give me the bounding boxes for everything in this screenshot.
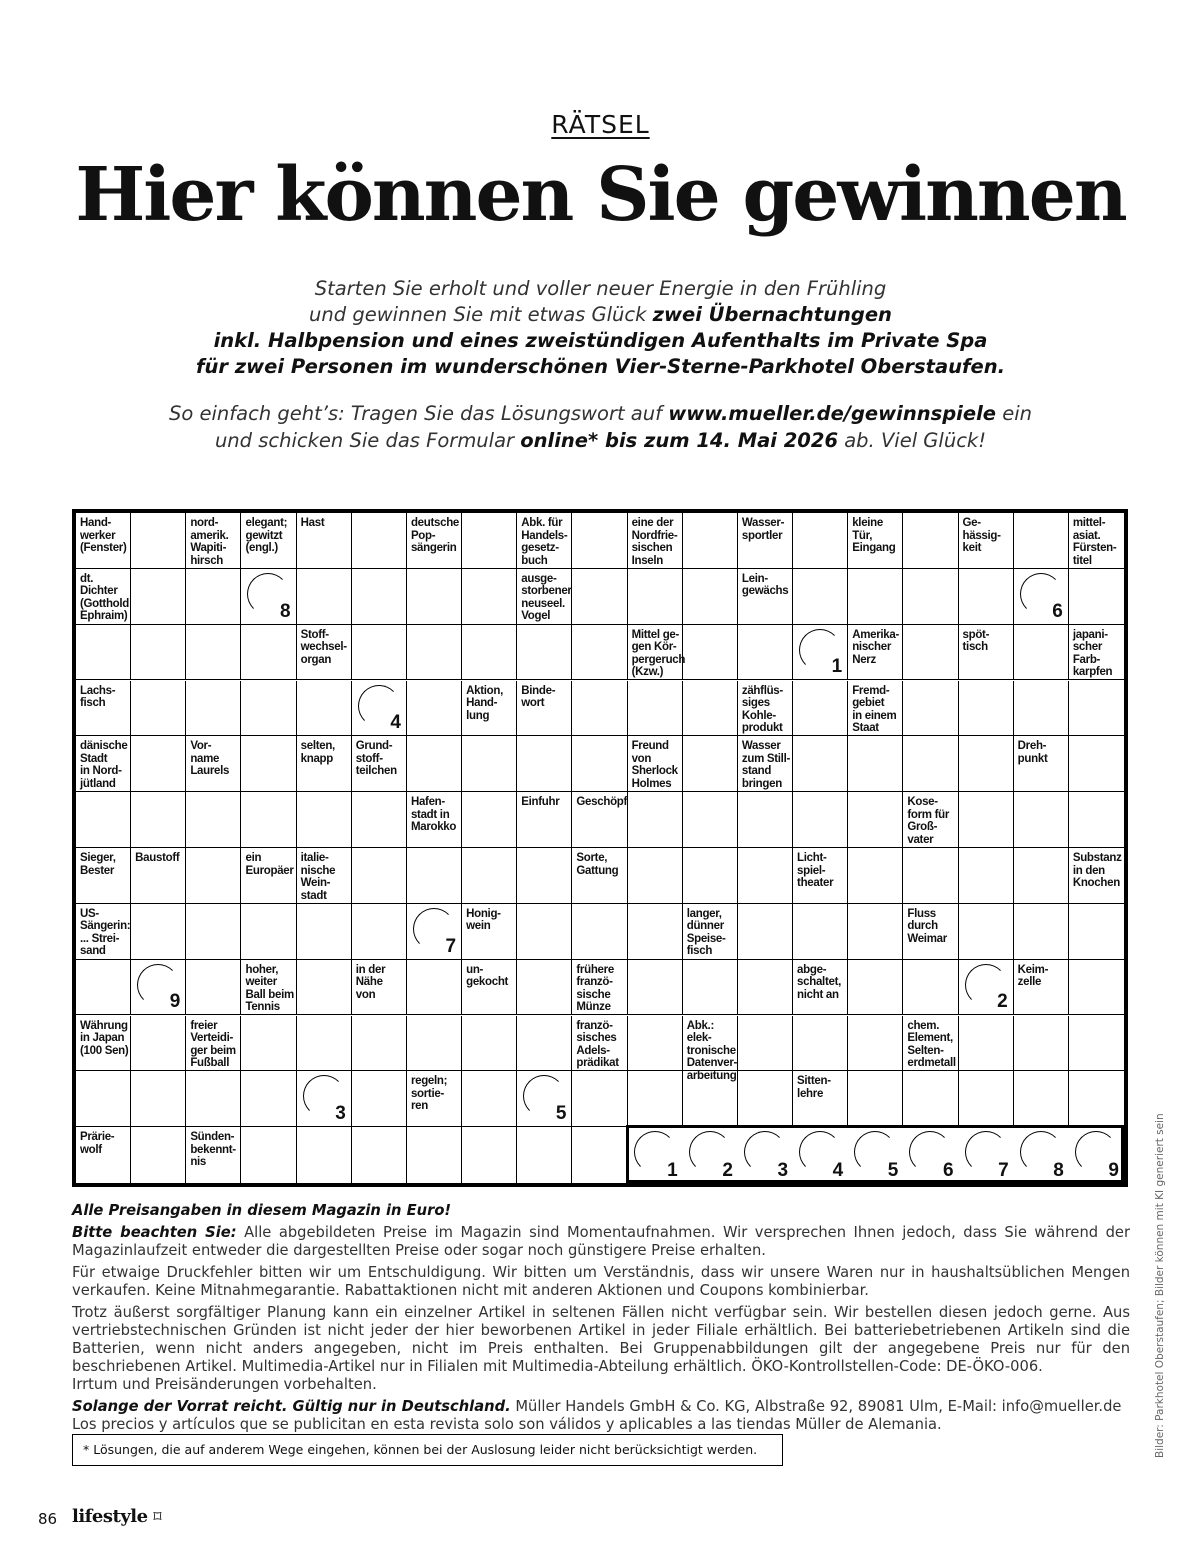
answer-cell[interactable] xyxy=(352,1071,407,1127)
clue-cell: Mittel ge- gen Kör- pergeruch (Kzw.) xyxy=(628,625,683,681)
solution-number: 2 xyxy=(997,991,1008,1013)
clue-cell: un- gekocht xyxy=(462,960,517,1016)
answer-cell[interactable] xyxy=(738,792,793,848)
answer-cell[interactable] xyxy=(1069,736,1124,792)
howto-d: ab. Viel Glück! xyxy=(838,429,987,452)
answer-cell[interactable] xyxy=(517,1071,572,1127)
clue-cell: nord- amerik. Wapiti- hirsch xyxy=(186,513,241,569)
answer-cell[interactable] xyxy=(1069,1071,1124,1127)
answer-cell[interactable] xyxy=(1069,904,1124,960)
howto-b: ein xyxy=(996,402,1032,425)
answer-cell[interactable] xyxy=(241,625,296,681)
answer-cell[interactable] xyxy=(1069,1016,1124,1072)
clue-cell: zähflüs- siges Kohle- produkt xyxy=(738,681,793,737)
notes-stock-label: Solange der Vorrat reicht. Gültig nur in Deutschland. xyxy=(72,1398,511,1415)
solution-slot-number: 3 xyxy=(777,1159,789,1181)
answer-cell[interactable] xyxy=(131,904,186,960)
answer-cell[interactable] xyxy=(683,681,738,737)
solution-slot-number: 6 xyxy=(942,1159,954,1181)
answer-cell[interactable] xyxy=(628,792,683,848)
clue-cell: deutsche Pop- sängerin xyxy=(407,513,462,569)
notes-currency: Alle Preisangaben in diesem Magazin in Euro! xyxy=(72,1202,452,1219)
answer-cell[interactable] xyxy=(517,904,572,960)
answer-cell[interactable] xyxy=(738,904,793,960)
answer-cell[interactable] xyxy=(848,960,903,1016)
answer-cell[interactable] xyxy=(959,1016,1014,1072)
solution-slot-number: 9 xyxy=(1108,1159,1119,1181)
intro-line-3-bold: inkl. Halbpension und eines zweistündigen Aufenthalts im Private Spa xyxy=(213,329,988,352)
section-kicker: RÄTSEL xyxy=(551,110,650,139)
clue-cell: mittel- asiat. Fürsten- titel xyxy=(1069,513,1124,569)
solution-slot[interactable] xyxy=(628,1127,683,1183)
answer-cell[interactable] xyxy=(683,792,738,848)
answer-cell[interactable] xyxy=(186,960,241,1016)
answer-cell[interactable] xyxy=(352,848,407,904)
solution-number: 1 xyxy=(831,656,843,678)
clue-cell: Keim- zelle xyxy=(1014,960,1069,1016)
answer-cell[interactable] xyxy=(1014,904,1069,960)
answer-cell[interactable] xyxy=(959,848,1014,904)
clue-cell: Sünden- bekennt- nis xyxy=(186,1127,241,1183)
answer-cell[interactable] xyxy=(352,1127,407,1183)
answer-cell[interactable] xyxy=(572,625,627,681)
answer-cell[interactable] xyxy=(407,960,462,1016)
footnote-box: * Lösungen, die auf anderem Wege eingehen, können bei der Auslosung leider nicht berücksichtigt werden. xyxy=(72,1434,783,1466)
clue-cell: in der Nähe von xyxy=(352,960,407,1016)
clue-cell: freier Verteidi- ger beim Fußball xyxy=(186,1016,241,1072)
clue-cell: Geschöpf xyxy=(572,792,627,848)
clue-cell: Dreh- punkt xyxy=(1014,736,1069,792)
answer-cell[interactable] xyxy=(462,792,517,848)
clue-cell: Hand- werker (Fenster) xyxy=(76,513,131,569)
clue-cell: Lein- gewächs xyxy=(738,569,793,625)
answer-cell[interactable] xyxy=(297,1127,352,1183)
clue-cell: langer, dünner Speise- fisch xyxy=(683,904,738,960)
answer-cell[interactable] xyxy=(462,513,517,569)
answer-cell[interactable] xyxy=(462,1071,517,1127)
answer-cell[interactable] xyxy=(407,1016,462,1072)
notes-misprints: Für etwaige Druckfehler bitten wir um Entschuldigung. Wir bitten um Verständnis, dass wir unsere Waren nur in haushaltsüblichen Mengen verkaufen. Keine Mitnahmegarantie. Rabattaktionen nicht mit anderen Aktionen und Coupons kombinierbar. xyxy=(72,1264,1130,1299)
clue-cell: japani- scher Farb- karpfen xyxy=(1069,625,1124,681)
answer-cell[interactable] xyxy=(1014,1016,1069,1072)
answer-cell[interactable] xyxy=(517,960,572,1016)
answer-cell[interactable] xyxy=(903,513,958,569)
answer-cell[interactable] xyxy=(903,960,958,1016)
legal-notes xyxy=(72,1202,1130,1438)
answer-cell[interactable] xyxy=(241,569,296,625)
clue-cell: Sieger, Bester xyxy=(76,848,131,904)
solution-slot-number: 7 xyxy=(998,1159,1009,1181)
notes-attention-text: Alle abgebildeten Preise im Magazin sind Momentaufnahmen. Wir versprechen Ihnen jedoch, dass Sie während der Magazinlaufzeit entweder die dargestellten Preise oder sogar noch günstigere Preise erhalten. xyxy=(72,1224,1130,1259)
answer-cell[interactable] xyxy=(683,960,738,1016)
answer-cell[interactable] xyxy=(903,625,958,681)
answer-cell[interactable] xyxy=(1014,513,1069,569)
clue-cell: Freund von Sherlock Holmes xyxy=(628,736,683,792)
answer-cell[interactable] xyxy=(76,625,131,681)
clue-cell: Hast xyxy=(297,513,352,569)
answer-cell[interactable] xyxy=(407,569,462,625)
intro-line-2-bold: zwei Übernachtungen xyxy=(652,303,892,326)
solution-slot[interactable] xyxy=(848,1127,903,1183)
clue-cell: Grund- stoff- teilchen xyxy=(352,736,407,792)
answer-cell[interactable] xyxy=(352,625,407,681)
clue-cell: dt. Dichter (Gotthold Ephraim) xyxy=(76,569,131,625)
answer-cell[interactable] xyxy=(793,1016,848,1072)
solution-slot[interactable] xyxy=(903,1127,958,1183)
answer-cell[interactable] xyxy=(186,904,241,960)
clue-cell: Fluss durch Weimar xyxy=(903,904,958,960)
clue-cell: Währung in Japan (100 Sen) xyxy=(76,1016,131,1072)
answer-cell[interactable] xyxy=(903,736,958,792)
answer-cell[interactable] xyxy=(903,681,958,737)
answer-cell[interactable] xyxy=(628,960,683,1016)
solution-slot[interactable] xyxy=(959,1127,1014,1183)
answer-cell[interactable] xyxy=(683,513,738,569)
howto-text xyxy=(0,400,1201,454)
answer-cell[interactable] xyxy=(131,792,186,848)
answer-cell[interactable] xyxy=(738,1016,793,1072)
answer-cell[interactable] xyxy=(572,569,627,625)
answer-cell[interactable] xyxy=(1014,625,1069,681)
answer-cell[interactable] xyxy=(186,569,241,625)
page-number: 86 xyxy=(38,1510,58,1528)
solution-slot[interactable] xyxy=(793,1127,848,1183)
clue-cell: spöt- tisch xyxy=(959,625,1014,681)
answer-cell[interactable] xyxy=(407,736,462,792)
solution-slot[interactable] xyxy=(1069,1127,1124,1183)
clue-cell: eine der Nordfrie- sischen Inseln xyxy=(628,513,683,569)
answer-cell[interactable] xyxy=(297,960,352,1016)
brand-icon: ⌑ xyxy=(153,1507,162,1526)
answer-cell[interactable] xyxy=(738,1071,793,1127)
answer-cell[interactable] xyxy=(76,1071,131,1127)
answer-cell[interactable] xyxy=(738,848,793,904)
clue-cell: Fremd- gebiet in einem Staat xyxy=(848,681,903,737)
answer-cell[interactable] xyxy=(793,625,848,681)
solution-number: 4 xyxy=(390,712,401,734)
answer-cell[interactable] xyxy=(297,1071,352,1127)
answer-cell[interactable] xyxy=(352,904,407,960)
clue-cell: kleine Tür, Eingang xyxy=(848,513,903,569)
clue-cell: franzö- sisches Adels- prädikat xyxy=(572,1016,627,1072)
clue-cell: US- Sängerin: ... Strei- sand xyxy=(76,904,131,960)
answer-cell[interactable] xyxy=(131,681,186,737)
answer-cell[interactable] xyxy=(793,904,848,960)
notes-availability: Trotz äußerst sorgfältiger Planung kann ein einzelner Artikel in seltenen Fällen nicht verfügbar sein. Wir bestellen diesen jedoch gerne. Aus vertriebstechnischen Gründen ist nicht jeder der hier beworbenen Artikel in jeder Filiale erhältlich. Bei batteriebetriebenen Artikeln sind die Batterien, wenn nicht anders angegeben, nicht im Preis enthalten. Bei Gruppenabbildungen gilt der angegebene Preis nur für den beschriebenen Artikel. Multimedia-Artikel nur in Filialen mit Multimedia-Abteilung erhältlich. ÖKO-Kontrollstellen-Code: DE-ÖKO-006. xyxy=(72,1304,1130,1375)
answer-cell[interactable] xyxy=(352,513,407,569)
clue-cell: Vor- name Laurels xyxy=(186,736,241,792)
clue-cell: Honig- wein xyxy=(462,904,517,960)
clue-cell: Wasser- sportler xyxy=(738,513,793,569)
clue-cell: Substanz in den Knochen xyxy=(1069,848,1124,904)
answer-cell[interactable] xyxy=(131,960,186,1016)
answer-cell[interactable] xyxy=(407,1127,462,1183)
solution-number: 7 xyxy=(445,935,457,957)
answer-cell[interactable] xyxy=(628,904,683,960)
answer-cell[interactable] xyxy=(186,1071,241,1127)
clue-cell: elegant; gewitzt (engl.) xyxy=(241,513,296,569)
answer-cell[interactable] xyxy=(848,736,903,792)
clue-cell: Wasser zum Still- stand bringen xyxy=(738,736,793,792)
answer-cell[interactable] xyxy=(407,848,462,904)
clue-cell: Ge- hässig- keit xyxy=(959,513,1014,569)
clue-cell: dänische Stadt in Nord- jütland xyxy=(76,736,131,792)
answer-cell[interactable] xyxy=(683,569,738,625)
answer-cell[interactable] xyxy=(352,681,407,737)
clue-cell: Prärie- wolf xyxy=(76,1127,131,1183)
answer-cell[interactable] xyxy=(628,569,683,625)
intro-line-1: Starten Sie erholt und voller neuer Energie in den Frühling xyxy=(314,277,887,300)
answer-cell[interactable] xyxy=(131,1016,186,1072)
clue-cell: Binde- wort xyxy=(517,681,572,737)
answer-cell[interactable] xyxy=(738,960,793,1016)
clue-cell: Stoff- wechsel- organ xyxy=(297,625,352,681)
answer-cell[interactable] xyxy=(959,960,1014,1016)
solution-slot-number: 5 xyxy=(887,1159,899,1181)
intro-line-2-plain: und gewinnen Sie mit etwas Glück xyxy=(309,303,653,326)
answer-cell[interactable] xyxy=(572,513,627,569)
solution-slot-number: 4 xyxy=(832,1159,844,1181)
answer-cell[interactable] xyxy=(462,736,517,792)
answer-cell[interactable] xyxy=(241,1071,296,1127)
answer-cell[interactable] xyxy=(517,1016,572,1072)
answer-cell[interactable] xyxy=(572,904,627,960)
answer-cell[interactable] xyxy=(352,569,407,625)
answer-cell[interactable] xyxy=(959,681,1014,737)
answer-cell[interactable] xyxy=(131,625,186,681)
clue-cell: Lachs- fisch xyxy=(76,681,131,737)
page-title: Hier können Sie gewinnen xyxy=(75,152,1126,238)
answer-cell[interactable] xyxy=(297,792,352,848)
answer-cell[interactable] xyxy=(572,1071,627,1127)
answer-cell[interactable] xyxy=(572,1127,627,1183)
answer-cell[interactable] xyxy=(628,848,683,904)
answer-cell[interactable] xyxy=(793,792,848,848)
answer-cell[interactable] xyxy=(131,1071,186,1127)
answer-cell[interactable] xyxy=(352,792,407,848)
answer-cell[interactable] xyxy=(959,792,1014,848)
solution-slot[interactable] xyxy=(1014,1127,1069,1183)
answer-cell[interactable] xyxy=(517,1127,572,1183)
intro-line-3 xyxy=(0,328,1201,354)
answer-cell[interactable] xyxy=(1069,569,1124,625)
solution-number: 5 xyxy=(555,1103,567,1125)
clue-cell: ein Europäer xyxy=(241,848,296,904)
answer-cell[interactable] xyxy=(572,681,627,737)
clue-cell: Baustoff xyxy=(131,848,186,904)
answer-cell[interactable] xyxy=(297,681,352,737)
answer-cell[interactable] xyxy=(131,569,186,625)
answer-cell[interactable] xyxy=(131,513,186,569)
answer-cell[interactable] xyxy=(848,1016,903,1072)
answer-cell[interactable] xyxy=(462,569,517,625)
answer-cell[interactable] xyxy=(241,1127,296,1183)
answer-cell[interactable] xyxy=(297,904,352,960)
answer-cell[interactable] xyxy=(517,625,572,681)
answer-cell[interactable] xyxy=(1014,681,1069,737)
answer-cell[interactable] xyxy=(352,1016,407,1072)
answer-cell[interactable] xyxy=(959,1071,1014,1127)
clue-cell: italie- nische Wein- stadt xyxy=(297,848,352,904)
answer-cell[interactable] xyxy=(297,1016,352,1072)
clue-cell: Licht- spiel- theater xyxy=(793,848,848,904)
clue-cell: Abk.: elek- tronische Datenver- arbeitung xyxy=(683,1016,738,1072)
deadline: online* bis zum 14. Mai 2026 xyxy=(520,429,839,452)
answer-cell[interactable] xyxy=(959,736,1014,792)
howto-a: So einfach geht’s: Tragen Sie das Lösungswort auf xyxy=(169,402,669,425)
answer-cell[interactable] xyxy=(186,792,241,848)
answer-cell[interactable] xyxy=(462,1127,517,1183)
solution-number: 3 xyxy=(335,1103,346,1125)
solution-number: 9 xyxy=(169,991,181,1013)
answer-cell[interactable] xyxy=(76,792,131,848)
clue-cell: abge- schaltet, nicht an xyxy=(793,960,848,1016)
solution-slot-number: 1 xyxy=(667,1159,678,1181)
howto-c: und schicken Sie das Formular xyxy=(214,429,521,452)
answer-cell[interactable] xyxy=(903,1071,958,1127)
notes-attention-label: Bitte beachten Sie: xyxy=(72,1224,237,1241)
answer-cell[interactable] xyxy=(1014,792,1069,848)
answer-cell[interactable] xyxy=(1014,848,1069,904)
clue-cell: Einfuhr xyxy=(517,792,572,848)
image-credit: Bilder: Parkhotel Oberstaufen; Bilder können mit KI generiert sein xyxy=(1154,1113,1166,1458)
intro-line-4 xyxy=(0,354,1201,380)
answer-cell[interactable] xyxy=(848,1071,903,1127)
answer-cell[interactable] xyxy=(1014,569,1069,625)
solution-slot-number: 2 xyxy=(722,1159,733,1181)
solution-slot-number: 8 xyxy=(1053,1159,1064,1181)
answer-cell[interactable] xyxy=(793,681,848,737)
answer-cell[interactable] xyxy=(683,848,738,904)
answer-cell[interactable] xyxy=(1069,792,1124,848)
answer-cell[interactable] xyxy=(76,960,131,1016)
clue-cell: Hafen- stadt in Marokko xyxy=(407,792,462,848)
clue-cell: Sorte, Gattung xyxy=(572,848,627,904)
answer-cell[interactable] xyxy=(186,848,241,904)
contest-url-link[interactable]: www.mueller.de/gewinnspiele xyxy=(668,402,996,425)
clue-cell: Sitten- lehre xyxy=(793,1071,848,1127)
answer-cell[interactable] xyxy=(738,625,793,681)
answer-cell[interactable] xyxy=(572,736,627,792)
answer-cell[interactable] xyxy=(903,848,958,904)
answer-cell[interactable] xyxy=(241,792,296,848)
answer-cell[interactable] xyxy=(407,681,462,737)
answer-cell[interactable] xyxy=(683,736,738,792)
answer-cell[interactable] xyxy=(628,681,683,737)
solution-slot[interactable] xyxy=(683,1127,738,1183)
answer-cell[interactable] xyxy=(241,736,296,792)
brand-name: lifestyle xyxy=(72,1506,148,1527)
notes-errors: Irrtum und Preisänderungen vorbehalten. xyxy=(72,1376,377,1393)
answer-cell[interactable] xyxy=(462,625,517,681)
clue-cell: Aktion, Hand- lung xyxy=(462,681,517,737)
answer-cell[interactable] xyxy=(848,904,903,960)
answer-cell[interactable] xyxy=(959,904,1014,960)
answer-cell[interactable] xyxy=(1014,1071,1069,1127)
clue-cell: selten, knapp xyxy=(297,736,352,792)
answer-cell[interactable] xyxy=(1069,960,1124,1016)
answer-cell[interactable] xyxy=(131,1127,186,1183)
answer-cell[interactable] xyxy=(517,736,572,792)
answer-cell[interactable] xyxy=(628,1071,683,1127)
answer-cell[interactable] xyxy=(793,569,848,625)
notes-company: Müller Handels GmbH & Co. KG, Albstraße 92, 89081 Ulm, E-Mail: info@mueller.de xyxy=(510,1398,1122,1415)
solution-number: 6 xyxy=(1052,600,1063,622)
clue-cell: frühere franzö- sische Münze xyxy=(572,960,627,1016)
answer-cell[interactable] xyxy=(683,625,738,681)
solution-number: 8 xyxy=(280,600,291,622)
answer-cell[interactable] xyxy=(462,848,517,904)
answer-cell[interactable] xyxy=(241,1016,296,1072)
intro-text xyxy=(0,276,1201,380)
intro-line-4-bold: für zwei Personen im wunderschönen Vier-Sterne-Parkhotel Oberstaufen. xyxy=(195,355,1006,378)
clue-cell: hoher, weiter Ball beim Tennis xyxy=(241,960,296,1016)
answer-cell[interactable] xyxy=(297,569,352,625)
clue-cell: Kose- form für Groß- vater xyxy=(903,792,958,848)
clue-cell: regeln; sortie- ren xyxy=(407,1071,462,1127)
answer-cell[interactable] xyxy=(517,848,572,904)
solution-slot[interactable] xyxy=(738,1127,793,1183)
answer-cell[interactable] xyxy=(793,513,848,569)
clue-cell: ausge- storbener neuseel. Vogel xyxy=(517,569,572,625)
clue-cell: Abk. für Handels- gesetz- buch xyxy=(517,513,572,569)
notes-spanish: Los precios y artículos que se publicitan en esta revista solo son válidos y aplicables a las tiendas Müller de Alemania. xyxy=(72,1416,942,1433)
answer-cell[interactable] xyxy=(848,569,903,625)
answer-cell[interactable] xyxy=(462,1016,517,1072)
clue-cell: chem. Element, Selten- erdmetall xyxy=(903,1016,958,1072)
intro-line-2 xyxy=(0,302,1201,328)
answer-cell[interactable] xyxy=(848,848,903,904)
answer-cell[interactable] xyxy=(1069,681,1124,737)
answer-cell[interactable] xyxy=(683,1071,738,1127)
answer-cell[interactable] xyxy=(186,625,241,681)
answer-cell[interactable] xyxy=(959,569,1014,625)
answer-cell[interactable] xyxy=(131,736,186,792)
answer-cell[interactable] xyxy=(186,681,241,737)
clue-cell: Amerika- nischer Nerz xyxy=(848,625,903,681)
answer-cell[interactable] xyxy=(241,904,296,960)
answer-cell[interactable] xyxy=(628,1016,683,1072)
answer-cell[interactable] xyxy=(903,569,958,625)
magazine-brand xyxy=(72,1506,161,1527)
answer-cell[interactable] xyxy=(241,681,296,737)
answer-cell[interactable] xyxy=(407,904,462,960)
answer-cell[interactable] xyxy=(793,736,848,792)
crossword-grid xyxy=(72,509,1128,1187)
answer-cell[interactable] xyxy=(848,792,903,848)
answer-cell[interactable] xyxy=(407,625,462,681)
